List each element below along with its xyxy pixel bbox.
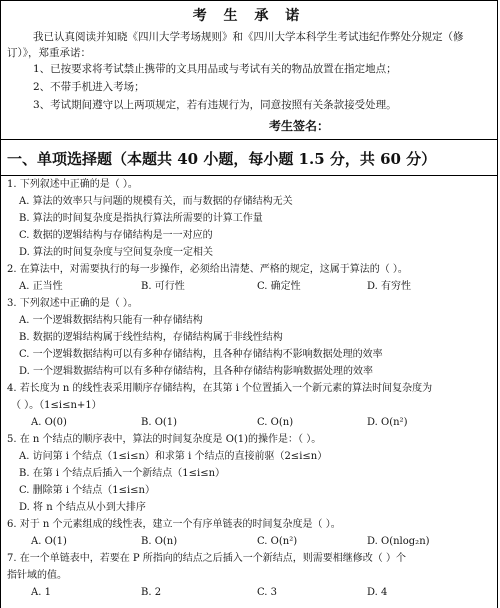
question-4-stem-cont: （ ）。（1≤i≤n+1） — [11, 400, 102, 411]
question-4-option-c: C. O(n) — [257, 417, 294, 428]
question-4-option-a: A. O(0) — [31, 417, 67, 428]
pledge-item-1: 1、已按要求将考试禁止携带的文具用品或与考试有关的物品放置在指定地点； — [33, 63, 397, 75]
pledge-box — [0, 0, 498, 140]
question-7-option-d: D. 4 — [367, 587, 388, 598]
question-1-option-c: C. 数据的逻辑结构与存储结构是一一对应的 — [19, 230, 213, 241]
question-7-stem: 7. 在一个单链表中，若要在 P 所指向的结点之后插入一个新结点，则需要相继修改（ ）个 — [7, 553, 406, 564]
pledge-intro-line-2: 订）》，郑重承诺： — [7, 47, 91, 59]
question-1-stem: 1. 下列叙述中正确的是（ ）。 — [7, 179, 138, 190]
question-6-option-b: B. O(n) — [141, 536, 178, 547]
question-3-option-d: D. 一个逻辑数据结构可以有多种存储结构，且各种存储结构影响数据处理的效率 — [19, 366, 374, 377]
question-6-stem: 6. 对于 n 个元素组成的线性表，建立一个有序单链表的时间复杂度是（ ）。 — [7, 519, 341, 530]
question-5-option-b: B. 在第 i 个结点后插入一个新结点（1≤i≤n） — [19, 468, 226, 479]
question-7-option-c: C. 3 — [257, 587, 278, 598]
question-3-option-c: C. 一个逻辑数据结构可以有多种存储结构，且各种存储结构不影响数据处理的效率 — [19, 349, 383, 360]
question-5-option-d: D. 将 n 个结点从小到大排序 — [19, 502, 146, 513]
question-4-option-b: B. O(1) — [141, 417, 178, 428]
question-2-option-d: D. 有穷性 — [367, 281, 412, 292]
question-2-option-b: B. 可行性 — [141, 281, 185, 292]
question-3-option-b: B. 数据的逻辑结构属于线性结构，存储结构属于非线性结构 — [19, 332, 283, 343]
pledge-item-3: 3、考试期间遵守以上两项规定，若有违规行为，同意按照有关条款接受处理。 — [33, 99, 397, 111]
question-5-stem: 5. 在 n 个结点的顺序表中，算法的时间复杂度是 O(1)的操作是：（ ）。 — [7, 434, 322, 445]
pledge-title: 考 生 承 诺 — [192, 8, 306, 24]
question-4-stem: 4. 若长度为 n 的线性表采用顺序存储结构，在其第 i 个位置插入一个新元素的算法时间复杂度为 — [7, 383, 433, 394]
question-list — [0, 176, 498, 608]
question-1-option-b: B. 算法的时间复杂度是指执行算法所需要的计算工作量 — [19, 213, 263, 224]
question-7-stem-cont: 指针域的值。 — [7, 570, 67, 581]
question-5-option-c: C. 删除第 i 个结点（1≤i≤n） — [19, 485, 155, 496]
question-2-option-a: A. 正当性 — [19, 281, 63, 292]
question-7-option-b: B. 2 — [141, 587, 162, 598]
question-3-stem: 3. 下列叙述中正确的是（ ）。 — [7, 298, 138, 309]
question-6-option-d: D. O(nlog₂n) — [367, 536, 430, 547]
question-3-option-a: A. 一个逻辑数据结构只能有一种存储结构 — [19, 315, 203, 326]
question-2-option-c: C. 确定性 — [257, 281, 301, 292]
question-7-option-a: A. 1 — [31, 587, 51, 598]
section-header — [0, 140, 498, 176]
question-1-option-d: D. 算法的时间复杂度与空间复杂度一定相关 — [19, 247, 214, 258]
section-title: 一、单项选择题（本题共 40 小题，每小题 1.5 分，共 60 分） — [7, 150, 437, 168]
question-6-option-a: A. O(1) — [31, 536, 67, 547]
question-4-option-d: D. O(n²) — [367, 417, 408, 428]
pledge-intro-line-1: 我已认真阅读并知晓《四川大学考场规则》和《四川大学本科学生考试违纪作弊处分规定（修 — [33, 31, 464, 43]
question-5-option-a: A. 访问第 i 个结点（1≤i≤n）和求第 i 个结点的直接前驱（2≤i≤n） — [19, 451, 328, 462]
question-2-stem: 2. 在算法中，对需要执行的每一步操作，必须给出清楚、严格的规定，这属于算法的（ ）。 — [7, 264, 408, 275]
pledge-item-2: 2、不带手机进入考场； — [33, 81, 145, 93]
signature-label: 考生签名： — [269, 119, 330, 133]
question-6-option-c: C. O(n²) — [257, 536, 298, 547]
question-1-option-a: A. 算法的效率只与问题的规模有关，而与数据的存储结构无关 — [19, 196, 293, 207]
